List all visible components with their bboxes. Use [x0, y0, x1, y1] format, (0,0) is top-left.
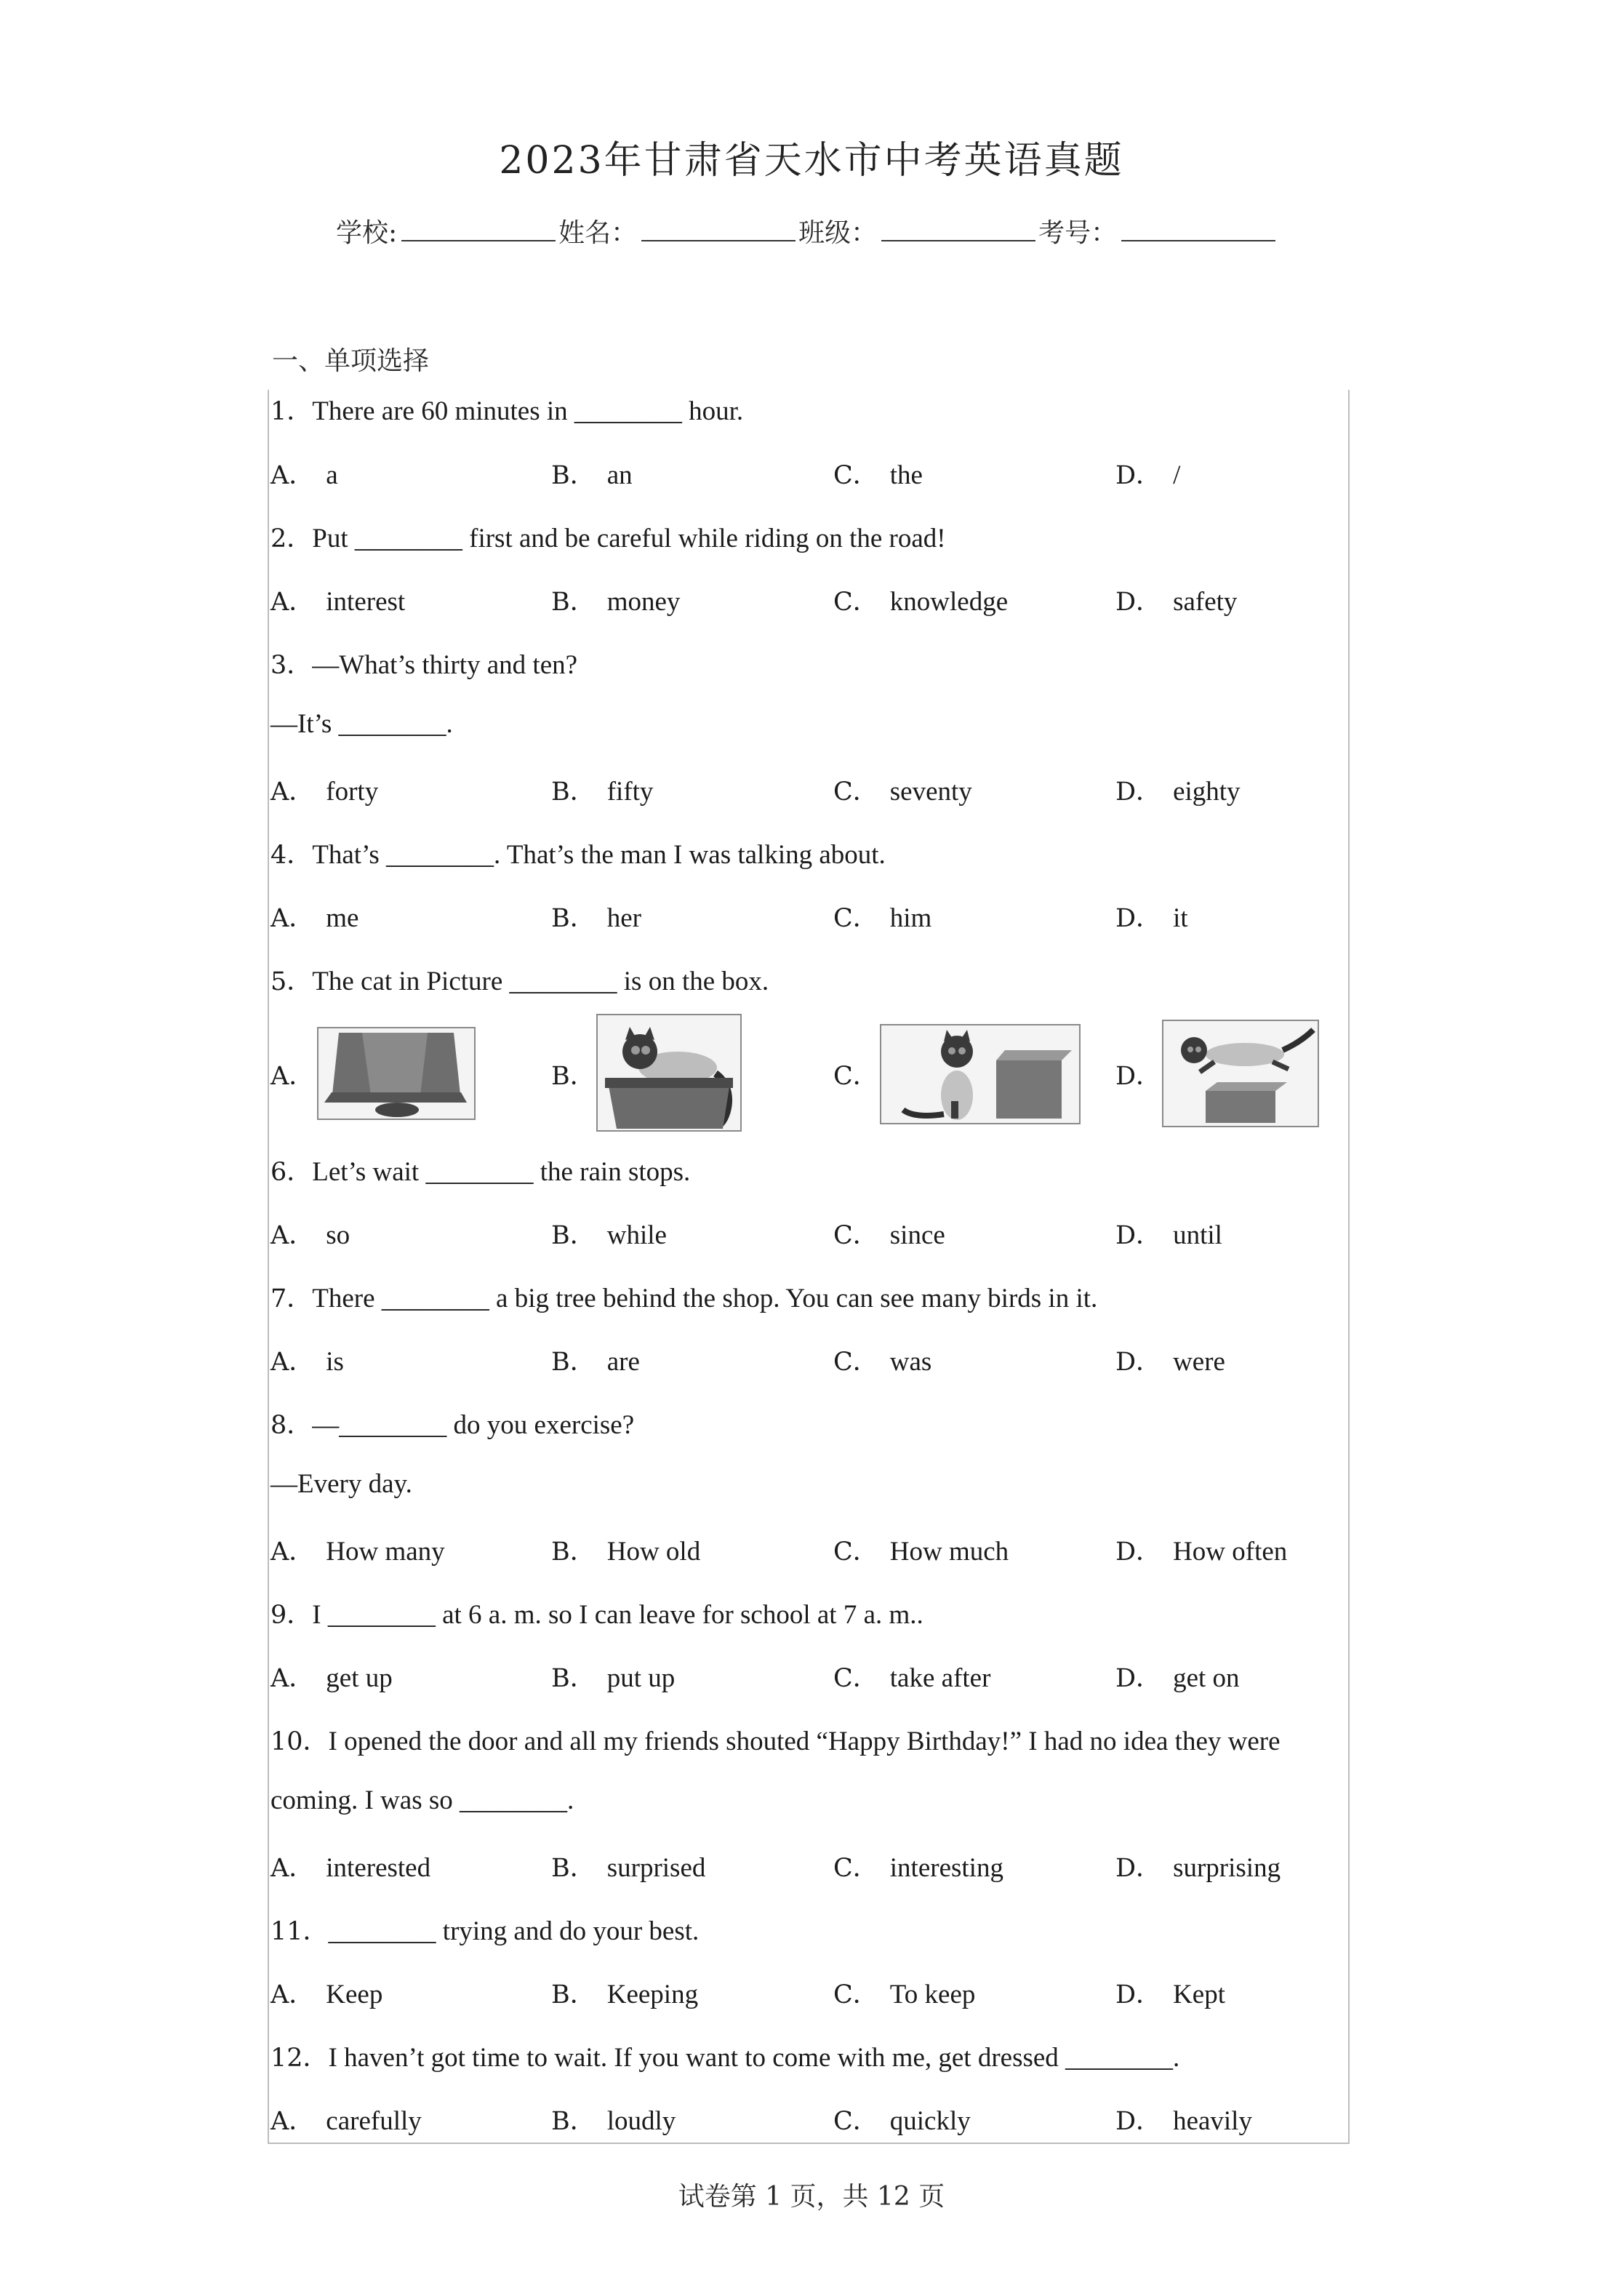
q9-option-a[interactable]: A． get up: [270, 1663, 393, 1693]
question-8-line-2: —Every day.: [270, 1469, 412, 1499]
cat-beside-box-picture[interactable]: [880, 1024, 1081, 1124]
q4-option-b[interactable]: B． her: [551, 903, 641, 933]
q6-option-d[interactable]: D． until: [1115, 1220, 1222, 1250]
q2-option-a[interactable]: A． interest: [270, 587, 406, 617]
question-1: 1．There are 60 minutes in ________ hour.: [270, 396, 744, 426]
q3-option-a[interactable]: A． forty: [270, 777, 379, 807]
q1-option-b[interactable]: B． an: [551, 460, 633, 490]
q3-option-d[interactable]: D． eighty: [1115, 777, 1241, 807]
cat-under-box-picture[interactable]: [317, 1027, 476, 1120]
question-10: 10．I opened the door and all my friends shouted “Happy Birthday!” I had no idea they were: [270, 1727, 1281, 1756]
q12-option-c[interactable]: C． quickly: [833, 2106, 971, 2136]
q10-option-a[interactable]: A． interested: [270, 1853, 431, 1883]
q4-option-c[interactable]: C． him: [833, 903, 932, 933]
name-label: 姓名：: [558, 218, 638, 248]
q9-option-b[interactable]: B． put up: [551, 1663, 676, 1693]
q7-option-a[interactable]: A． is: [270, 1347, 344, 1377]
q8-option-c[interactable]: C． How much: [833, 1537, 1009, 1567]
q10-option-c[interactable]: C． interesting: [833, 1853, 1003, 1883]
q12-option-a[interactable]: A． carefully: [270, 2106, 422, 2136]
page-title: 2023年甘肃省天水市中考英语真题: [499, 139, 1124, 183]
question-9: 9．I ________ at 6 a. m. so I can leave for school at 7 a. m..: [270, 1600, 923, 1630]
q1-option-d[interactable]: D． /: [1115, 460, 1181, 490]
q2-option-c[interactable]: C． knowledge: [833, 587, 1009, 617]
q9-option-d[interactable]: D． get on: [1115, 1663, 1240, 1693]
q12-option-b[interactable]: B． loudly: [551, 2106, 676, 2136]
q8-option-d[interactable]: D． How often: [1115, 1537, 1288, 1567]
q5-option-d[interactable]: D．: [1115, 1062, 1162, 1091]
student-info: [336, 212, 1278, 249]
q1-option-a[interactable]: A． a: [270, 460, 338, 490]
question-6: 6．Let’s wait ________ the rain stops.: [270, 1157, 691, 1187]
q4-option-d[interactable]: D． it: [1115, 903, 1188, 933]
q10-option-b[interactable]: B． surprised: [551, 1853, 706, 1883]
school-label: 学校:: [336, 218, 398, 248]
question-7: 7．There ________ a big tree behind the shop. You can see many birds in it.: [270, 1284, 1098, 1313]
q3-option-c[interactable]: C． seventy: [833, 777, 972, 807]
q10-option-d[interactable]: D． surprising: [1115, 1853, 1281, 1883]
q12-option-d[interactable]: D． heavily: [1115, 2106, 1252, 2136]
q4-option-a[interactable]: A． me: [270, 903, 359, 933]
question-4: 4．That’s ________. That’s the man I was talking about.: [270, 840, 886, 870]
question-3: 3．—What’s thirty and ten?: [270, 650, 578, 680]
question-12: 12．I haven’t got time to wait. If you want to come with me, get dressed ________.: [270, 2043, 1180, 2073]
section-title: 一、单项选择: [272, 346, 430, 376]
q7-option-d[interactable]: D． were: [1115, 1347, 1225, 1377]
q11-option-d[interactable]: D． Kept: [1115, 1980, 1225, 2009]
page-footer: 试卷第 1 页，共 12 页: [678, 2182, 945, 2212]
q11-option-a[interactable]: A． Keep: [270, 1980, 383, 2009]
q5-option-a[interactable]: A．: [270, 1062, 315, 1091]
question-3-line-2: —It’s ________.: [270, 709, 453, 739]
name-blank[interactable]: [641, 215, 796, 241]
class-label: 班级：: [798, 218, 878, 248]
q5-option-c[interactable]: C．: [833, 1062, 878, 1091]
q2-option-d[interactable]: D． safety: [1115, 587, 1238, 617]
q3-option-b[interactable]: B． fifty: [551, 777, 654, 807]
q8-option-a[interactable]: A． How many: [270, 1537, 445, 1567]
q5-option-b[interactable]: B．: [551, 1062, 596, 1091]
question-2: 2．Put ________ first and be careful while riding on the road!: [270, 524, 946, 553]
q6-option-a[interactable]: A． so: [270, 1220, 350, 1250]
q11-option-c[interactable]: C． To keep: [833, 1980, 976, 2009]
q7-option-b[interactable]: B． are: [551, 1347, 640, 1377]
question-11: 11．________ trying and do your best.: [270, 1916, 700, 1946]
q2-option-b[interactable]: B． money: [551, 587, 681, 617]
class-blank[interactable]: [881, 215, 1035, 241]
school-blank[interactable]: [401, 215, 556, 241]
question-5: 5．The cat in Picture ________ is on the box.: [270, 967, 769, 996]
exam-no-blank[interactable]: [1121, 215, 1275, 241]
q6-option-b[interactable]: B． while: [551, 1220, 667, 1250]
q8-option-b[interactable]: B． How old: [551, 1537, 701, 1567]
question-8: 8．—________ do you exercise?: [270, 1410, 635, 1440]
q1-option-c[interactable]: C． the: [833, 460, 923, 490]
q11-option-b[interactable]: B． Keeping: [551, 1980, 699, 2009]
q7-option-c[interactable]: C． was: [833, 1347, 932, 1377]
q9-option-c[interactable]: C． take after: [833, 1663, 991, 1693]
q6-option-c[interactable]: C． since: [833, 1220, 945, 1250]
cat-jumping-over-box-picture[interactable]: [1162, 1020, 1319, 1127]
cat-in-box-picture[interactable]: [596, 1014, 742, 1132]
exam-no-label: 考号：: [1038, 218, 1118, 248]
question-10-line-2: coming. I was so ________.: [270, 1785, 574, 1815]
